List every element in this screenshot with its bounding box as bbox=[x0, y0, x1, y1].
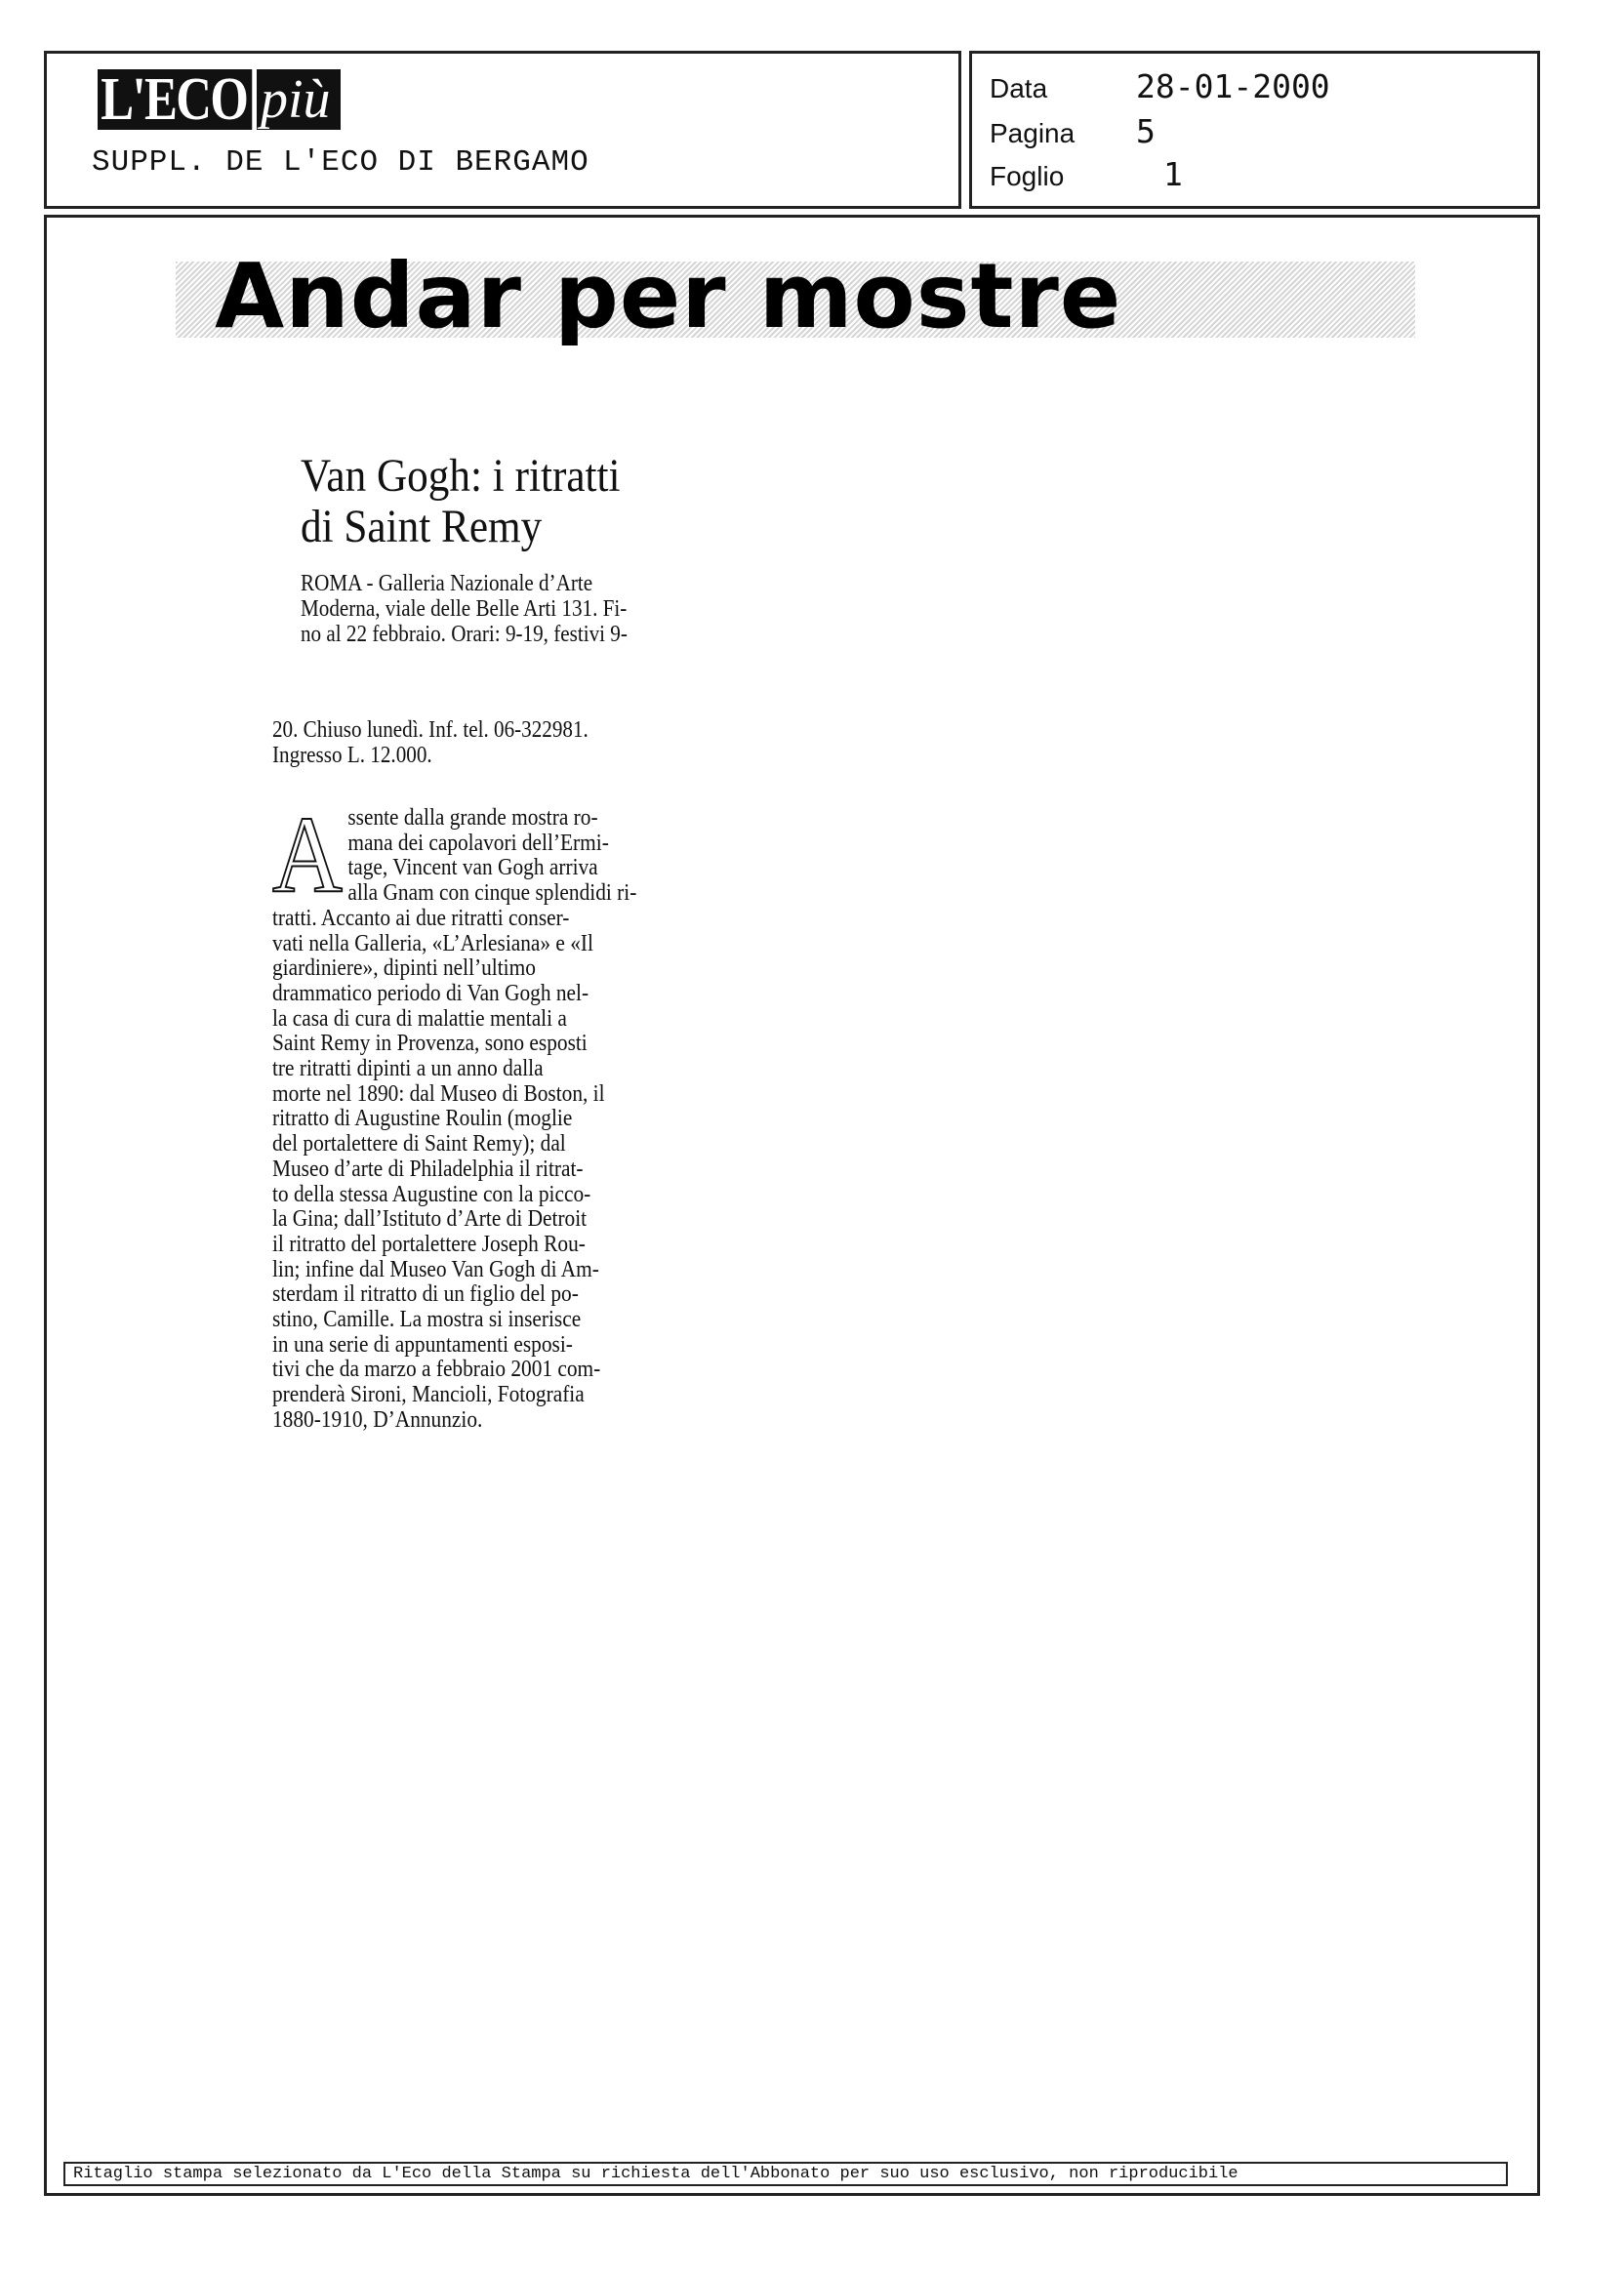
masthead-box bbox=[44, 51, 961, 209]
section-headline: Andar per mostre bbox=[215, 244, 1122, 348]
copyright-notice: Ritaglio stampa selezionato da L'Eco della Stampa su richiesta dell'Abbonato per suo uso esclusivo, non riproducibile bbox=[63, 2162, 1508, 2186]
article-title bbox=[301, 451, 621, 552]
info-line: Ingresso L. 12.000. bbox=[272, 743, 432, 768]
info-line: Moderna, viale delle Belle Arti 131. Fi- bbox=[301, 596, 628, 622]
body-line: del portalettere di Saint Remy); dal bbox=[272, 1131, 566, 1157]
clipping-meta-box bbox=[969, 51, 1540, 209]
body-line: tre ritratti dipinti a un anno dalla bbox=[272, 1056, 544, 1082]
meta-row-pagina bbox=[990, 112, 1156, 150]
body-line: tivi che da marzo a febbraio 2001 com- bbox=[272, 1357, 601, 1383]
body-line: stino, Camille. La mostra si inserisce bbox=[272, 1307, 582, 1333]
body-line: drammatico periodo di Van Gogh nel- bbox=[272, 980, 589, 1006]
info-line: 20. Chiuso lunedì. Inf. tel. 06-322981. bbox=[272, 717, 589, 743]
body-line: in una serie di appuntamenti esposi- bbox=[272, 1331, 573, 1358]
body-line: il ritratto del portalettere Joseph Rou- bbox=[272, 1231, 586, 1257]
body-line: giardiniere», dipinti nell’ultimo bbox=[272, 955, 536, 982]
body-line: Saint Remy in Provenza, sono esposti bbox=[272, 1031, 588, 1057]
exhibition-info-continued bbox=[272, 717, 684, 768]
foglio-label: Foglio bbox=[990, 161, 1065, 191]
body-line: morte nel 1890: dal Museo di Boston, il bbox=[272, 1080, 605, 1107]
body-line: la casa di cura di malattie mentali a bbox=[272, 1005, 567, 1032]
exhibition-info bbox=[301, 571, 712, 647]
body-line: prenderà Sironi, Mancioli, Fotografia bbox=[272, 1382, 585, 1408]
body-line: ssente dalla grande mostra ro- bbox=[347, 805, 598, 831]
body-line: sterdam il ritratto di un figlio del po- bbox=[272, 1281, 579, 1308]
logo-main: L'ECO bbox=[98, 69, 252, 130]
meta-row-data bbox=[990, 67, 1330, 105]
article-body bbox=[272, 794, 671, 1434]
pagina-value: 5 bbox=[1136, 112, 1156, 150]
body-line: 1880-1910, D’Annunzio. bbox=[272, 1406, 483, 1433]
title-line: Van Gogh: i ritratti bbox=[301, 450, 621, 502]
data-value: 28-01-2000 bbox=[1136, 67, 1330, 105]
body-line: ritratto di Augustine Roulin (moglie bbox=[272, 1106, 573, 1132]
body-line: to della stessa Augustine con la picco- bbox=[272, 1181, 591, 1207]
clipping-body-box bbox=[44, 215, 1540, 2196]
body-line: la Gina; dall’Istituto d’Arte di Detroit bbox=[272, 1206, 588, 1233]
drop-cap: A bbox=[272, 794, 343, 915]
pagina-label: Pagina bbox=[990, 118, 1076, 148]
data-label: Data bbox=[990, 73, 1048, 103]
info-line: ROMA - Galleria Nazionale d’Arte bbox=[301, 571, 593, 596]
title-line: di Saint Remy bbox=[301, 501, 543, 552]
meta-row-foglio bbox=[990, 155, 1183, 193]
body-line: mana dei capolavori dell’Ermi- bbox=[347, 830, 609, 856]
body-line: vati nella Galleria, «L’Arlesiana» e «Il bbox=[272, 930, 593, 956]
foglio-value: 1 bbox=[1163, 155, 1183, 193]
body-line: alla Gnam con cinque splendidi ri- bbox=[347, 880, 637, 907]
body-line: Museo d’arte di Philadelphia il ritrat- bbox=[272, 1156, 584, 1182]
logo-suffix: più bbox=[257, 69, 341, 130]
supplement-label: SUPPL. DE L'ECO DI BERGAMO bbox=[92, 145, 589, 180]
newspaper-logo bbox=[98, 66, 341, 133]
body-line: lin; infine dal Museo Van Gogh di Am- bbox=[272, 1256, 599, 1282]
body-line: tratti. Accanto ai due ritratti conser- bbox=[272, 905, 570, 931]
body-line: tage, Vincent van Gogh arriva bbox=[347, 855, 598, 881]
info-line: no al 22 febbraio. Orari: 9-19, festivi 9- bbox=[301, 622, 628, 647]
